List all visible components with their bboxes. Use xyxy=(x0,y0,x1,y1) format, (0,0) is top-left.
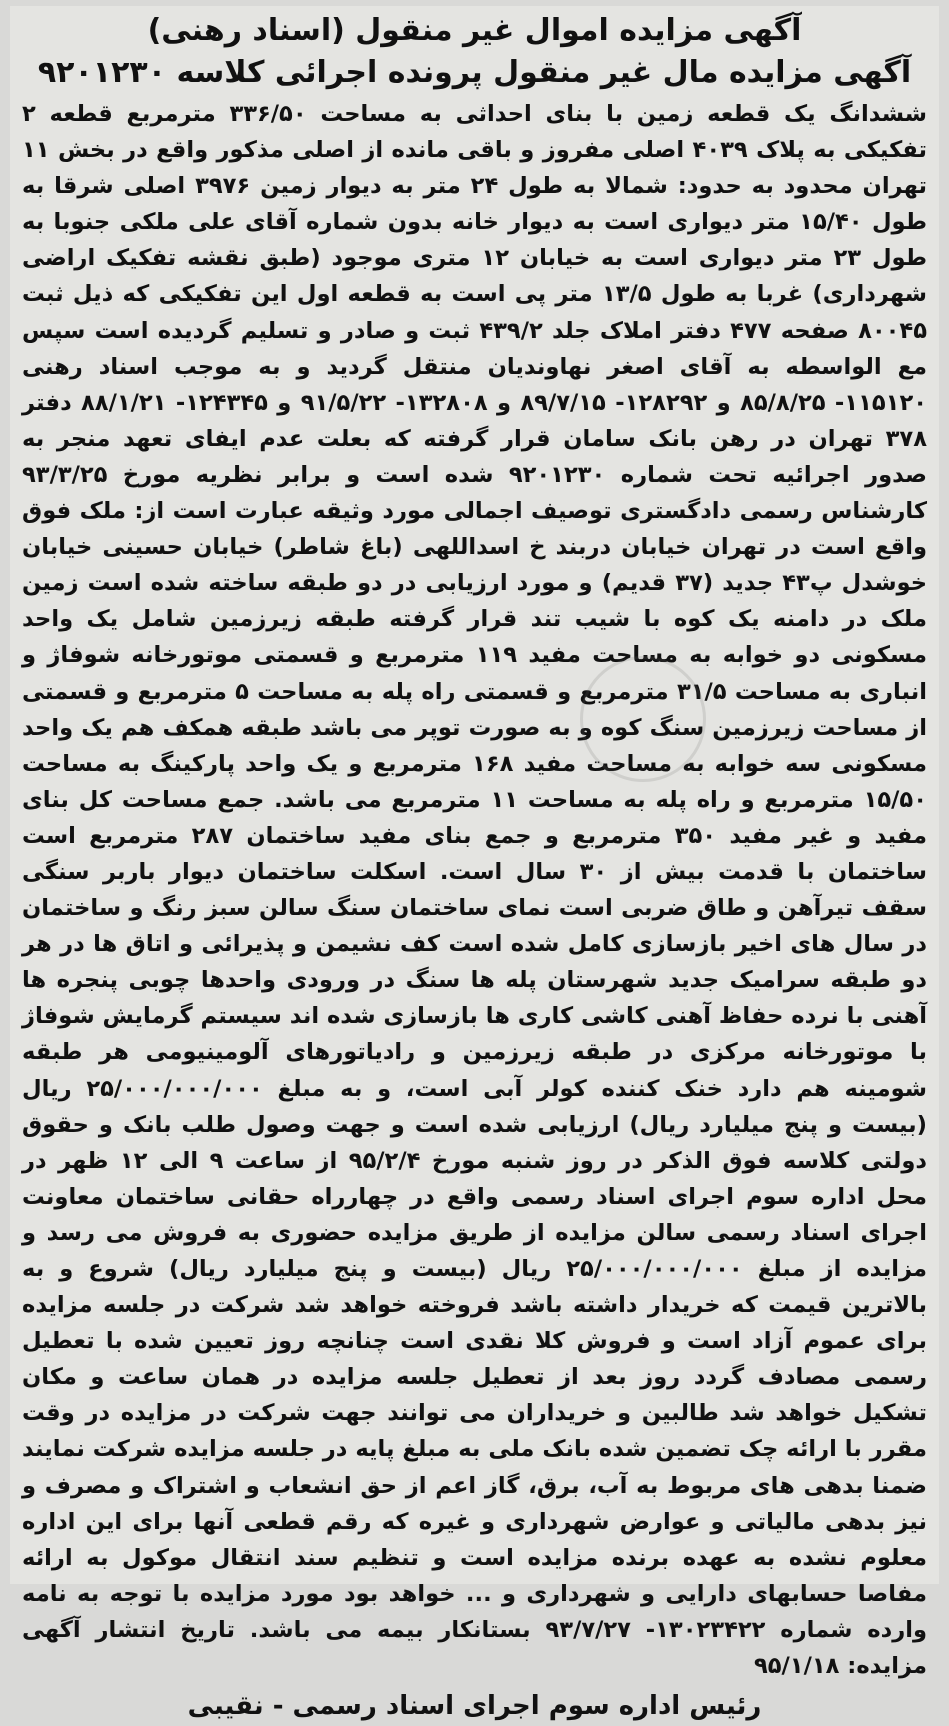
notice-title: آگهی مزایده اموال غیر منقول (اسناد رهنی) xyxy=(147,13,802,48)
newspaper-notice xyxy=(10,6,939,1722)
notice-body: ششدانگ یک قطعه زمین با بنای احداثی به مساحت ۳۳۶/۵۰ مترمربع قطعه ۲ تفکیکی به پلاک ۴۰۳۹ اصلی مفروز و باقی مانده از اصلی مذکور واقع در بخش ۱۱ تهران محدود به حدود: شمالا به طول ۲۴ متر به دیوار زمین ۳۹۷۶ اصلی شرقا به طول ۱۵/۴۰ متر دیواری است به دیوار خانه بدون شماره آقای علی ملکی جنوبا به طول ۲۳ متر دیواری است به خیابان ۱۲ متری موجود (طبق نقشه تفکیک اراضی شهرداری) غربا به طول ۱۳/۵ متر پی است به قطعه اول این تفکیکی که ذیل ثبت ۸۰۰۴۵ صفحه ۴۷۷ دفتر املاک جلد ۴۳۹/۲ ثبت و صادر و تسلیم گردیده است سپس مع الواسطه به آقای اصغر نهاوندیان منتقل گردید و به موجب اسناد رهنی ۱۱۵۱۲۰- ۸۵/۸/۲۵ و ۱۲۸۲۹۲- ۸۹/۷/۱۵ و ۱۳۲۸۰۸- ۹۱/۵/۲۲ و ۱۲۴۳۴۵- ۸۸/۱/۲۱ دفتر ۳۷۸ تهران در رهن بانک سامان قرار گرفته که بعلت عدم ایفای تعهد منجر به صدور اجرائیه تحت شماره ۹۲۰۱۲۳۰ شده است و برابر نظریه مورخ ۹۳/۳/۲۵ کارشناس رسمی دادگستری توصیف اجمالی مورد وثیقه عبارت است از: ملک فوق واقع است در تهران خیابان دربند خ اسداللهی (باغ شاطر) خیابان حسینی خیابان خوشدل پ۴۳ جدید (۳۷ قدیم) و مورد ارزیابی در دو طبقه ساخته شده است زمین ملک در دامنه یک کوه با شیب تند قرار گرفته طبقه زیرزمین شامل یک واحد مسکونی دو خوابه به مساحت مفید ۱۱۹ مترمربع و قسمتی موتورخانه شوفاژ و انباری به مساحت ۳۱/۵ مترمربع و قسمتی راه پله به مساحت ۵ مترمربع و قسمتی از مساحت زیرزمین سنگ کوه و به صورت توپر می باشد طبقه همکف هم یک واحد مسکونی سه خوابه به مساحت مفید ۱۶۸ مترمربع و یک واحد پارکینگ به مساحت ۱۵/۵۰ مترمربع و راه پله به مساحت ۱۱ مترمربع می باشد. جمع مساحت کل بنای مفید و غیر مفید ۳۵۰ مترمربع و جمع بنای مفید ساختمان ۲۸۷ مترمربع است ساختمان با قدمت بیش از ۳۰ سال است. اسکلت ساختمان دیوار باربر سنگی سقف تیرآهن و طاق ضربی است نمای ساختمان سنگ سالن سبز رنگ و ساختمان در سال های اخیر بازسازی کامل شده است کف نشیمن و پذیرائی و اتاق ها در هر دو طبقه سرامیک جدید شهرستان پله ها سنگ در ورودی واحدها چوبی پنجره ها آهنی با نرده حفاظ آهنی کاشی کاری ها بازسازی شده اند سیستم گرمایش شوفاژ با موتورخانه مرکزی در طبقه زیرزمین و رادیاتورهای آلومینیومی هر طبقه شومینه هم دارد خنک کننده کولر آبی است، و به مبلغ ۲۵/۰۰۰/۰۰۰/۰۰۰ ریال (بیست و پنج میلیارد ریال) ارزیابی شده است و جهت وصول طلب بانک و حقوق دولتی کلاسه فوق الذکر در روز شنبه مورخ ۹۵/۲/۴ از ساعت ۹ الی ۱۲ ظهر در محل اداره سوم اجرای اسناد رسمی واقع در چهارراه حقانی ساختمان معاونت اجرای اسناد رسمی سالن مزایده از طریق مزایده حضوری به فروش می رسد و مزایده از مبلغ ۲۵/۰۰۰/۰۰۰/۰۰۰ ریال (بیست و پنج میلیارد ریال) شروع و به بالاترین قیمت که خریدار داشته باشد فروخته خواهد شد شرکت در جلسه مزایده برای عموم آزاد است و فروش کلا نقدی است چنانچه روز تعیین شده با تعطیل رسمی مصادف گردد روز بعد از تعطیل جلسه مزایده در همان ساعت و مکان تشکیل خواهد شد طالبین و خریداران می توانند جهت شرکت در مزایده در وقت مقرر با ارائه چک تضمین شده بانک ملی به مبلغ پایه در جلسه مزایده شرکت نمایند ضمنا بدهی های مربوط به آب، برق، گاز اعم از حق انشعاب و اشتراک و مصرف و نیز بدهی مالیاتی و عوارض شهرداری و غیره که رقم قطعی آنها برای این اداره معلوم نشده به عهده برنده مزایده است و تنظیم سند انتقال موکول به ارائه مفاصا حسابهای دارایی و شهرداری و ... خواهد بود مورد مزایده با توجه به نامه وارده شماره ۱۳۰۲۳۴۲۲- ۹۳/۷/۲۷ بستانکار بیمه می باشد. تاریخ انتشار آگهی مزایده: ۹۵/۱/۱۸ xyxy=(22,101,928,1680)
notice-subtitle: آگهی مزایده مال غیر منقول پرونده اجرائی کلاسه ۹۲۰۱۲۳۰ xyxy=(37,55,912,90)
notice-signature: رئیس اداره سوم اجرای اسناد رسمی - نقیبی xyxy=(187,1691,762,1722)
